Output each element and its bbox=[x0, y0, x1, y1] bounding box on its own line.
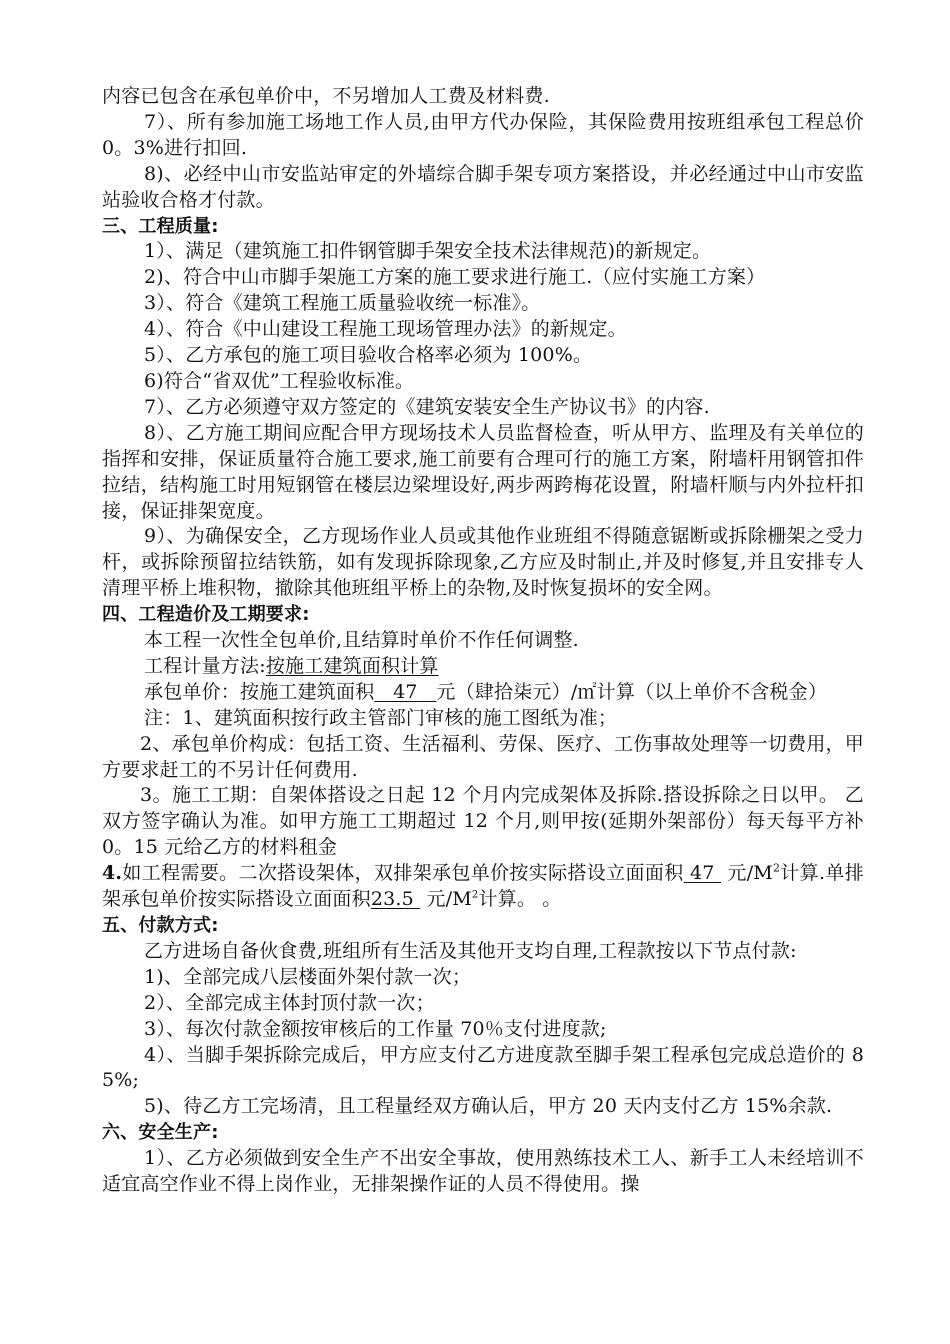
unit-price-prefix: 承包单价：按施工建筑面积 bbox=[144, 680, 375, 703]
note-1: 注：1、建筑面积按行政主管部门审核的施工图纸为准； bbox=[144, 706, 618, 729]
note-4-text-a: 如工程需要。二次搭设架体，双排架承包单价按实际搭设立面面积 bbox=[122, 862, 684, 885]
note-2: 2、承包单价构成：包括工资、生活福利、劳保、医疗、工伤事故处理等一切费用，甲方要求赶工的不另计任何费用. bbox=[102, 732, 864, 781]
paragraph-safety-approval: 8)、必经中山市安监站审定的外墙综合脚手架专项方案搭设，并必经通过中山市安监站验收合格才付款。 bbox=[102, 162, 864, 211]
quality-item-6: 6)符合“省双优”工程验收标准。 bbox=[144, 369, 415, 392]
payment-item-5: 5)、待乙方工完场清，且工程量经双方确认后，甲方 20 天内支付乙方 15%余款. bbox=[144, 1095, 833, 1118]
note-4-text-b: 计算.单排架承包单价按实际搭设立面面积 bbox=[102, 862, 864, 911]
note-4-unit-a: 元/M bbox=[727, 862, 773, 885]
single-price-wrap bbox=[371, 888, 420, 910]
note-4-unit-b: 元/M bbox=[426, 888, 472, 911]
section-heading-cost-schedule: 四、工程造价及工期要求: bbox=[102, 604, 310, 626]
payment-item-3: 3）、每次付款金额按审核后的工作量 70％支付进度款; bbox=[144, 1017, 607, 1040]
unit-price-value-wrap bbox=[374, 681, 436, 703]
section-heading-quality: 三、工程质量: bbox=[102, 215, 219, 237]
cost-measure-method bbox=[102, 654, 864, 680]
section-heading-safety: 六、安全生产: bbox=[102, 1122, 219, 1144]
note-4-sup-a: 2 bbox=[772, 861, 781, 875]
quality-item-2: 2)、符合中山市脚手架施工方案的施工要求进行施工.（应付实施工方案） bbox=[144, 266, 766, 289]
safety-item-1: 1）、乙方必须做到安全生产不出安全事故，使用熟练技术工人、新手工人未经培训不适宜高空作业不得上岗作业，无排架操作证的人员不得使用。操 bbox=[102, 1147, 864, 1196]
section-heading-payment: 五、付款方式: bbox=[102, 915, 219, 936]
quality-item-4: 4）、符合《中山建设工程施工现场管理办法》的新规定。 bbox=[144, 318, 627, 341]
unit-price-value: 47 bbox=[393, 680, 418, 703]
payment-item-2: 2）、全部完成主体封顶付款一次； bbox=[144, 991, 435, 1014]
unit-price-suffix: 元（肆拾柒元）/㎡计算（以上单价不含税金） bbox=[436, 680, 828, 703]
paragraph-material-cost: 内容已包含在承包单价中，不另增加人工费及材料费. bbox=[102, 85, 550, 107]
quality-item-7: 7）、乙方必须遵守双方签定的《建筑安装安全生产协议书》的内容. bbox=[144, 395, 710, 418]
document-page bbox=[102, 84, 864, 1198]
quality-item-9: 9）、为确保安全，乙方现场作业人员或其他作业班组不得随意锯断或拆除栅架之受力杆，或拆除预留拉结铁筋，如有发现拆除现象,乙方应及时制止,并及时修复,并且安排专人清理平桥上堆积物，撤除其他班组平桥上的杂物,及时恢复损坏的安全网。 bbox=[102, 525, 864, 600]
quality-item-5: 5）、乙方承包的施工项目验收合格率必须为 100%。 bbox=[144, 344, 593, 367]
payment-item-1: 1)、全部完成八层楼面外架付款一次； bbox=[144, 965, 472, 988]
paragraph-insurance: 7）、所有参加施工场地工作人员,由甲方代办保险，其保险费用按班组承包工程总价 0。3%进行扣回. bbox=[102, 110, 864, 159]
measure-method-label: 工程计量方法: bbox=[144, 654, 266, 677]
quality-item-3: 3）、符合《建筑工程施工质量验收统一标准》。 bbox=[144, 292, 541, 315]
quality-item-1: 1）、满足（建筑施工扣件钢管脚手架安全技术法律规范)的新规定。 bbox=[144, 240, 712, 263]
payment-intro: 乙方进场自备伙食费,班组所有生活及其他开支均自理,工程款按以下节点付款: bbox=[144, 939, 797, 962]
double-price-value: 47 bbox=[689, 862, 715, 885]
payment-item-4: 4）、当脚手架拆除完成后，甲方应支付乙方进度款至脚手架工程承包完成总造价的 85%; bbox=[102, 1043, 864, 1092]
quality-item-8: 8）、乙方施工期间应配合甲方现场技术人员监督检查，听从甲方、监理及有关单位的指挥和安排，保证质量符合施工要求,施工前要有合理可行的施工方案，附墙杆用钢管扣件拉结，结构施工时用短钢管在楼层边梁埋设好,两步两跨梅花设置，附墙杆顺与内外拉杆扣接，保证排架宽度。 bbox=[102, 421, 864, 522]
single-price-value: 23.5 bbox=[370, 888, 414, 911]
note-3: 3。施工工期：自架体搭设之日起 12 个月内完成架体及拆除.搭设拆除之日以甲。 乙双方签字确认为准。如甲方施工工期超过 12 个月,则甲按(延期外架部份）每天每平方补 0。15 元给乙方的材料租金 bbox=[102, 784, 864, 859]
cost-fixed-price: 本工程一次性全包单价,且结算时单价不作任何调整. bbox=[144, 629, 579, 652]
note-4-text-c: 计算。 。 bbox=[478, 888, 562, 911]
cost-unit-price bbox=[102, 680, 864, 706]
note-4-sup-b: 2 bbox=[471, 889, 479, 901]
measure-method-value: 按施工建筑面积计算 bbox=[265, 654, 439, 677]
double-price-wrap bbox=[684, 862, 721, 884]
note-4-number: 4. bbox=[102, 862, 123, 885]
note-4 bbox=[102, 861, 864, 913]
